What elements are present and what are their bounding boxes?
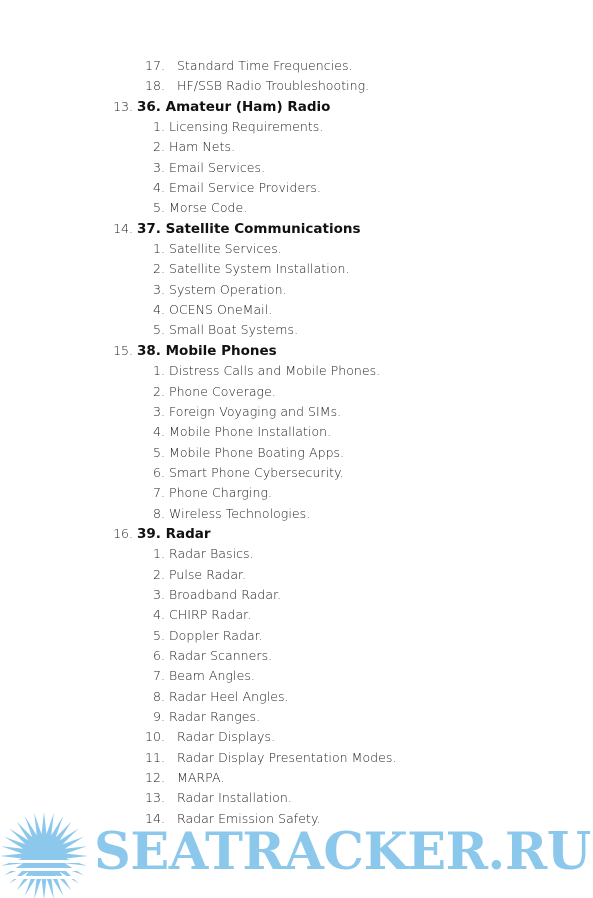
item-title: Radar Scanners. [169, 647, 273, 663]
item-number: 15. [113, 342, 133, 358]
item-number: 1. [152, 363, 165, 379]
item-number: 17. [144, 58, 165, 73]
item-number: 1. [152, 241, 165, 257]
item-title: Mobile Phone Installation. [169, 424, 332, 440]
list-item [0, 605, 593, 625]
list-item [0, 320, 593, 340]
item-number: 14. [113, 220, 133, 236]
item-title: Radar Emission Safety. [177, 810, 321, 826]
item-title: HF/SSB Radio Troubleshooting. [177, 78, 370, 94]
list-item [0, 646, 593, 666]
item-number: 5. [152, 444, 165, 460]
list-item [0, 402, 593, 422]
item-number: 18. [144, 78, 165, 94]
item-number: 8. [152, 505, 165, 521]
item-title: Smart Phone Cybersecurity. [169, 464, 344, 480]
item-number: 3. [152, 586, 165, 602]
item-number: 14. [144, 810, 165, 826]
item-number: 16. [113, 525, 133, 541]
item-title: Radar Installation. [177, 790, 292, 806]
item-number: 2. [152, 383, 165, 399]
item-title: Licensing Requirements. [169, 119, 324, 135]
list-item [0, 544, 593, 564]
item-title: Radar Ranges. [169, 709, 261, 724]
item-number: 12. [144, 770, 165, 786]
item-number: 13. [144, 790, 165, 806]
item-title: Pulse Radar. [169, 566, 247, 582]
list-item [0, 382, 593, 402]
item-title: Radar Displays. [177, 729, 276, 745]
item-title: Radar Basics. [169, 546, 254, 562]
list-item [0, 300, 593, 320]
chapter-title: 37. Satellite Communications [137, 220, 361, 237]
item-number: 4. [152, 424, 165, 440]
list-item [0, 565, 593, 585]
chapter-heading [0, 524, 593, 544]
item-number: 1. [152, 119, 165, 135]
item-number: 4. [152, 607, 165, 623]
item-title: Radar Display Presentation Modes. [177, 749, 397, 765]
item-title: Small Boat Systems. [169, 322, 299, 338]
chapter-heading [0, 341, 593, 361]
item-number: 5. [152, 627, 165, 643]
list-item [0, 748, 593, 768]
list-item [0, 76, 593, 96]
item-title: Satellite System Installation. [169, 261, 350, 277]
list-item [0, 443, 593, 463]
list-item [0, 626, 593, 646]
item-title: Email Services. [169, 159, 266, 175]
item-title: Distress Calls and Mobile Phones. [169, 363, 381, 379]
item-number: 2. [152, 261, 165, 277]
item-number: 3. [152, 403, 165, 419]
item-number: 13. [113, 98, 133, 114]
item-number: 7. [152, 668, 165, 684]
list-item [0, 259, 593, 279]
item-number: 8. [152, 688, 165, 704]
item-number: 5. [152, 322, 165, 338]
item-title: MARPA. [177, 770, 225, 786]
item-title: Morse Code. [169, 200, 248, 216]
item-title: Beam Angles. [169, 668, 255, 684]
item-number: 2. [152, 566, 165, 582]
item-title: Mobile Phone Boating Apps. [169, 444, 345, 460]
list-item [0, 56, 593, 76]
item-title: Wireless Technologies. [169, 505, 311, 521]
list-item [0, 158, 593, 178]
list-item [0, 463, 593, 483]
list-item [0, 178, 593, 198]
list-item [0, 768, 593, 788]
item-title: OCENS OneMail. [169, 302, 273, 318]
watermark-text: SEATRACKER.RU [94, 822, 591, 882]
list-item [0, 422, 593, 442]
list-item [0, 585, 593, 605]
chapter-heading [0, 97, 593, 117]
item-title: Phone Charging. [169, 485, 273, 501]
item-number: 4. [152, 180, 165, 196]
sun-burst-icon [0, 812, 88, 898]
list-item [0, 504, 593, 524]
chapter-heading [0, 219, 593, 239]
item-number: 3. [152, 159, 165, 175]
item-title: Standard Time Frequencies. [177, 58, 353, 73]
item-number: 6. [152, 647, 165, 663]
list-item [0, 483, 593, 503]
item-title: Ham Nets. [169, 139, 236, 155]
item-title: Phone Coverage. [169, 383, 276, 399]
chapter-title: 36. Amateur (Ham) Radio [137, 98, 331, 115]
list-item [0, 239, 593, 259]
item-title: Foreign Voyaging and SIMs. [169, 403, 342, 419]
list-item [0, 117, 593, 137]
table-of-contents [0, 56, 593, 829]
item-title: CHIRP Radar. [169, 607, 252, 623]
item-number: 11. [144, 749, 165, 765]
item-title: Email Service Providers. [169, 180, 321, 196]
list-item [0, 198, 593, 218]
chapter-title: 39. Radar [137, 525, 211, 542]
item-number: 4. [152, 302, 165, 318]
list-item [0, 666, 593, 686]
item-title: Satellite Services. [169, 241, 282, 257]
list-item [0, 137, 593, 157]
list-item [0, 727, 593, 747]
item-number: 5. [152, 200, 165, 216]
item-number: 2. [152, 139, 165, 155]
item-title: Broadband Radar. [169, 586, 282, 602]
item-number: 9. [152, 709, 165, 724]
item-number: 7. [152, 485, 165, 501]
list-item [0, 707, 593, 727]
chapter-title: 38. Mobile Phones [137, 342, 277, 359]
item-number: 10. [144, 729, 165, 745]
list-item [0, 361, 593, 381]
item-number: 6. [152, 464, 165, 480]
item-number: 3. [152, 281, 165, 297]
item-title: Radar Heel Angles. [169, 688, 289, 704]
item-number: 1. [152, 546, 165, 562]
item-title: Doppler Radar. [169, 627, 263, 643]
item-title: System Operation. [169, 281, 287, 297]
list-item [0, 280, 593, 300]
list-item [0, 687, 593, 707]
